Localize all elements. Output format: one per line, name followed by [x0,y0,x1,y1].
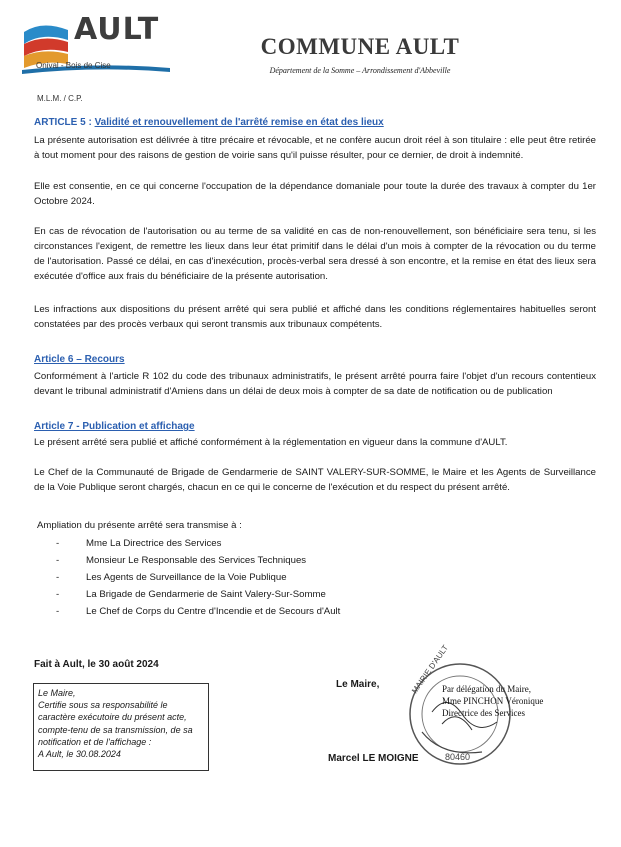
cert-line: notification et de l'affichage : [38,736,152,747]
list-item: - Les Agents de Surveillance de la Voie Publique [56,572,287,583]
article-7-title: Article 7 - Publication et affichage [34,421,195,432]
cert-line: A Ault, le 30.08.2024 [38,749,121,760]
delegation-line: Par délégation du Maire, [442,684,531,694]
article-5-paragraph-1: La présente autorisation est délivrée à titre précaire et révocable, et ne confère aucun droit réel à son titulaire : elle peut être retirée à tout moment pour des raisons de gestion de voirie sans qu'il puisse résulter, pour ce dernier, de droit à indemnité. [34,135,596,161]
article-7-paragraph-1: Le présent arrêté sera publié et affiché conformément à la réglementation en vigueur dans la commune d'AULT. [34,437,508,448]
article-6-heading [34,354,125,365]
article-5-title: Validité et renouvellement de l'arrêté remise en état des lieux [94,117,384,128]
logo-subtitle: Onival - Bois de Cise [36,61,111,70]
reference: M.L.M. / C.P. [37,94,83,103]
delegation-block [442,683,562,729]
article-7-heading [34,421,195,432]
commune-title: COMMUNE AULT [260,34,460,59]
delegation-line: Mme PINCHON Véronique [442,696,544,706]
article-5-heading [34,117,384,128]
article-5-paragraph-4: Les infractions aux dispositions du présent arrêté qui sera publié et affiché dans les conditions réglementaires habituelles seront constatées par des procès verbaux qui seront transmis aux tribunaux compétents. [34,304,596,330]
logo-title: AULT [74,12,160,47]
departement-line: Département de la Somme – Arrondissement d'Abbeville [269,66,451,75]
delegation-line: Directrice des Services [442,708,525,718]
list-item: - Mme La Directrice des Services [56,538,222,549]
article-6-paragraph: Conformément à l'article R 102 du code des tribunaux administratifs, le présent arrêté pourra faire l'objet d'un recours contentieux devant le tribunal administratif d'Amiens dans un délai de deux mois à compter de sa date de notification ou de publication [34,371,596,397]
stamp-code: 80460 [445,752,471,762]
list-item: - Le Chef de Corps du Centre d'Incendie et de Secours d'Ault [56,606,341,617]
cert-line: Certifie sous sa responsabilité le [38,700,168,711]
list-item: - Monsieur Le Responsable des Services Techniques [56,555,307,566]
cert-line: compte-tenu de sa transmission, de sa [38,724,193,735]
cert-line: Le Maire, [38,688,76,698]
cert-line: caractère exécutoire du présent acte, [38,712,187,723]
le-maire-label: Le Maire, [336,679,380,690]
article-5-paragraph-3: En cas de révocation de l'autorisation ou au terme de sa validité en cas de non-renouvellement, son bénéficiaire sera tenu, si les circonstances l'exigent, de remettre les lieux dans leur état primitif dans le délai d'un mois à compter de la révocation ou du terme de l'autorisation. Passé ce délai, en cas d'inexécution, procès-verbal sera dressé à son encontre, et la remise en état des lieux sera exécutée d'office aux frais du bénéficiaire de la présente autorisation. [34,226,596,282]
article-7-paragraph-2: Le Chef de la Communauté de Brigade de Gendarmerie de SAINT VALERY-SUR-SOMME, le Maire et les Agents de Surveillance de la Voie Publique seront chargés, chacun en ce qui le concerne de l'exécution et du respect du présent arrêté. [34,467,596,493]
article-6-title: Article 6 – Recours [34,354,125,365]
signataire-name: Marcel LE MOIGNE [328,753,419,764]
fait-a-ault: Fait à Ault, le 30 août 2024 [34,659,159,670]
list-item: - La Brigade de Gendarmerie de Saint Valery-Sur-Somme [56,589,326,600]
ampliation-list [36,535,340,620]
article-5-prefix: ARTICLE 5 : [34,117,92,128]
article-5-paragraph-2: Elle est consentie, en ce qui concerne l'occupation de la dépendance domaniale pour toute la durée des travaux à compter du 1er Octobre 2024. [34,181,596,207]
ampliation-intro: Ampliation du présente arrêté sera transmise à : [37,520,242,531]
certification-box [33,683,209,771]
stamp-label: MAIRIE D'AULT [410,643,451,696]
